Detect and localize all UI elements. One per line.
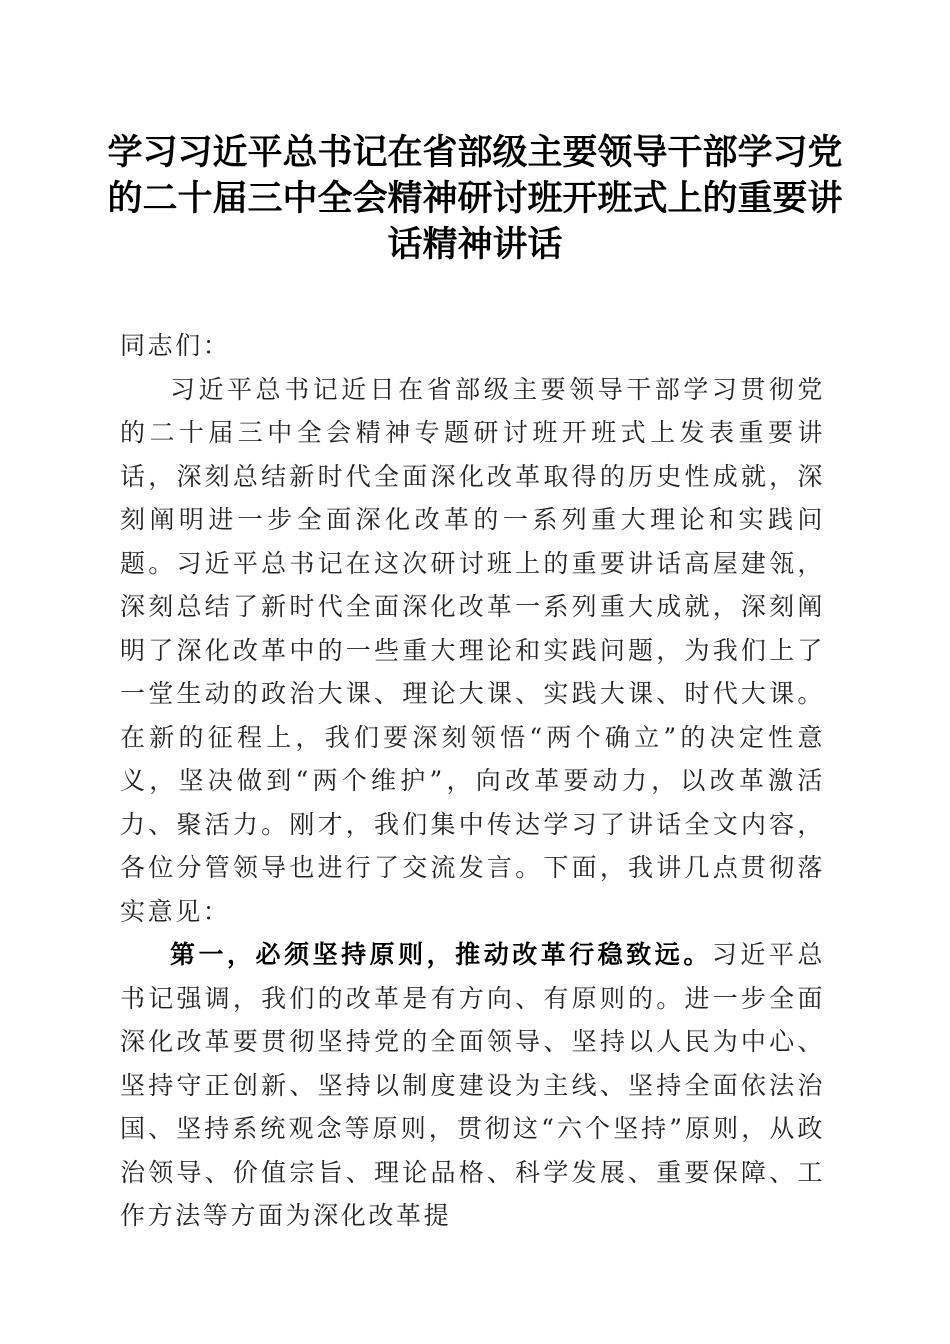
paragraph-intro: 习近平总书记近日在省部级主要领导干部学习贯彻党的二十届三中全会精神专题研讨班开班式上发表重要讲话，深刻总结新时代全面深化改革取得的历史性成就，深刻阐明进一步全面深化改革的一系列重大理论和实践问题。习近平总书记在这次研讨班上的重要讲话高屋建瓴，深刻总结了新时代全面深化改革一系列重大成就，深刻阐明了深化改革中的一些重大理论和实践问题，为我们上了一堂生动的政治大课、理论大课、实践大课、时代大课。在新的征程上，我们要深刻领悟“两个确立”的决定性意义，坚决做到“两个维护”，向改革要动力，以改革激活力、聚活力。刚才，我们集中传达学习了讲话全文内容，各位分管领导也进行了交流发言。下面，我讲几点贯彻落实意见： [120,374,825,926]
salutation: 同志们： [120,331,231,360]
first-point-heading: 第一，必须坚持原则，推动改革行稳致远。 [170,940,712,969]
first-point-text: 习近平总书记强调，我们的改革是有方向、有原则的。进一步全面深化改革要贯彻坚持党的全面领导、坚持以人民为中心、坚持守正创新、坚持以制度建设为主线、坚持全面依法治国、坚持系统观念等原则，贯彻这“六个坚持”原则，从政治领导、价值宗旨、理论品格、科学发展、重要保障、工作方法等方面为深化改革提 [120,940,825,1230]
document-title: 学习习近平总书记在省部级主要领导干部学习党的二十届三中全会精神研讨班开班式上的重要讲话精神讲话 [107,132,843,265]
document-body [120,324,825,1238]
paragraph-first-point [120,933,825,1238]
